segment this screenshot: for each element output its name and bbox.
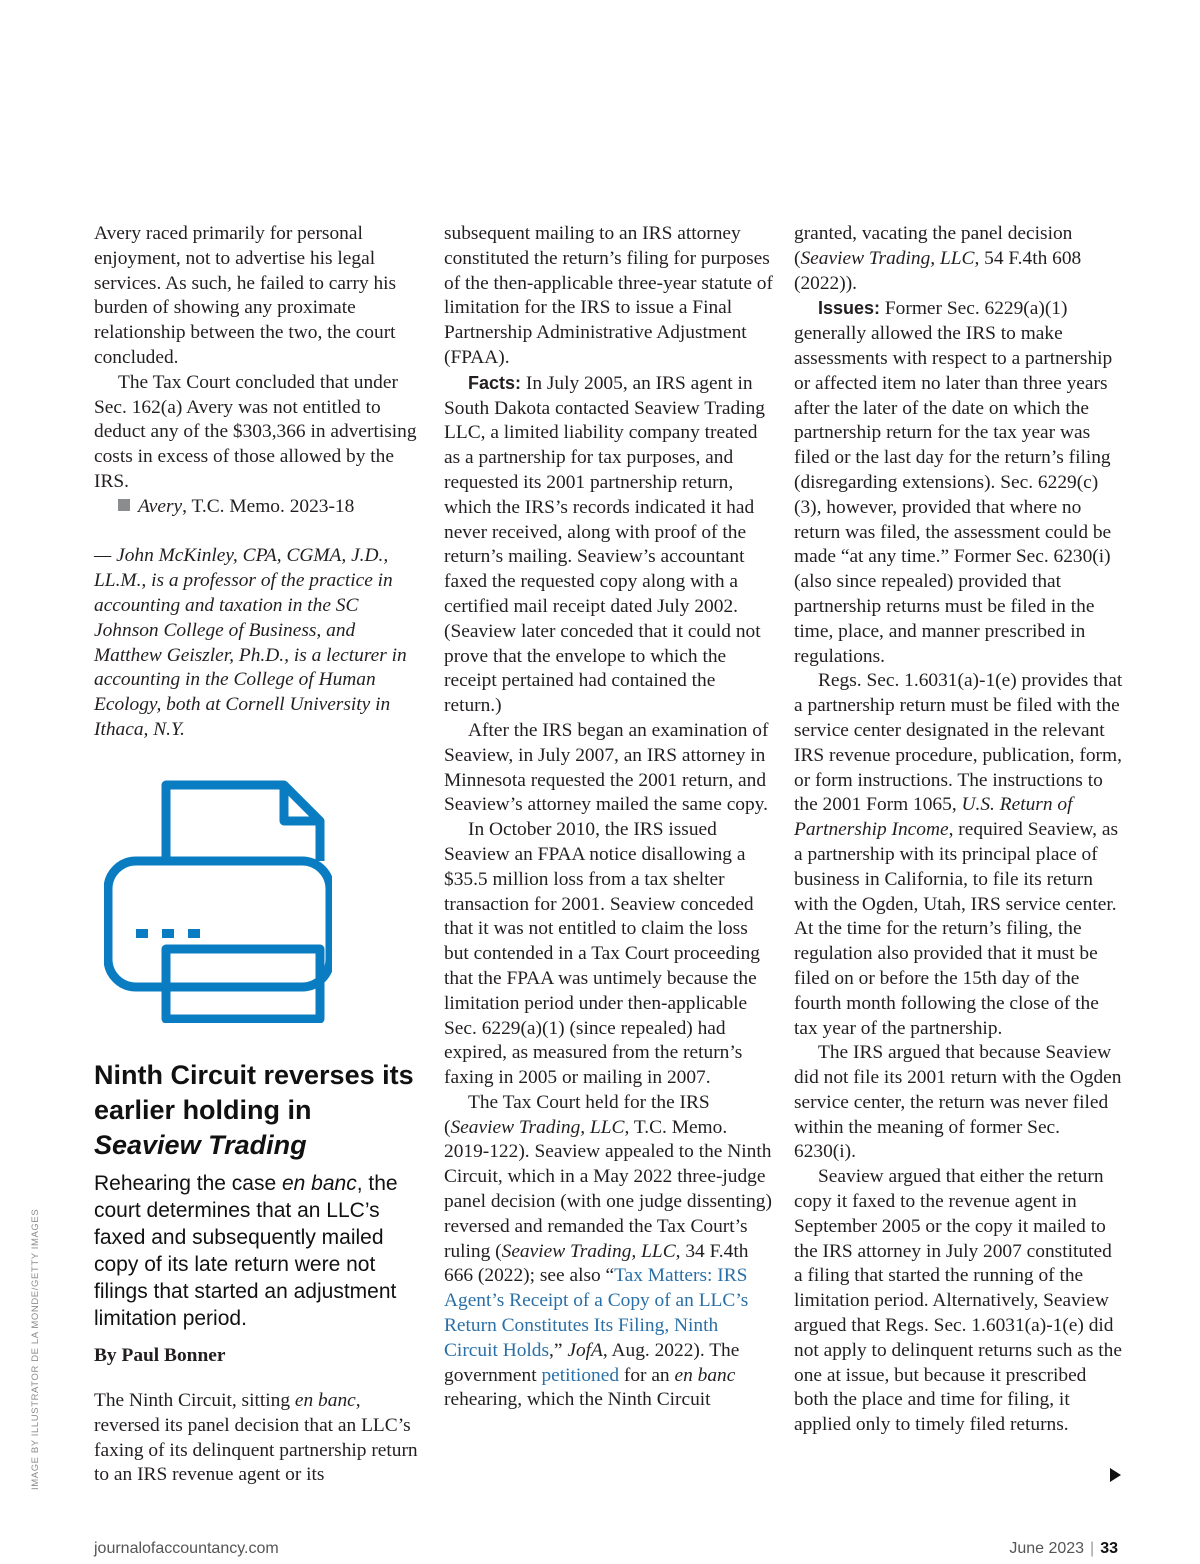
paragraph: Avery raced primarily for personal enjoyment, not to advertise his legal services. As such, he failed to carry his burden of showing any proximate relationship between the two, the court concluded. bbox=[94, 223, 397, 368]
column-1 bbox=[94, 222, 424, 743]
page-number: 33 bbox=[1100, 1540, 1118, 1557]
paragraph: The Ninth Circuit, sitting en banc, reversed its panel decision that an LLC’s faxing of its delinquent partnership return to an IRS revenue agent or its bbox=[94, 1390, 418, 1486]
facts-paragraph: Facts: In July 2005, an IRS agent in South Dakota contacted Seaview Trading LLC, a limited liability company treated as a partnership for tax purposes, and requested its 2001 partnership return, which the IRS’s records indicated it had never received, along with proof of the return’s mailing. Seaview’s accountant faxed the requested copy along with a certified mail receipt dated July 2002. (Seaview later conceded that it could not prove that the envelope to which the receipt pertained had contained the return.) bbox=[444, 372, 765, 717]
continue-arrow-icon bbox=[1110, 1468, 1121, 1482]
end-square-icon bbox=[118, 499, 130, 511]
paragraph: Seaview argued that either the return copy it faxed to the revenue agent in September 2005 or the copy it mailed to the IRS attorney in July 2007 constituted a filing that started the running of the limitation period. Alternatively, Seaview argued that Regs. Sec. 1.6031(a)-1(e) did not apply to delinquent returns such as the one at issue, but because it prescribed both the place and time for filing, it applied only to timely filed returns. bbox=[794, 1166, 1122, 1436]
author-bio: — John McKinley, CPA, CGMA, J.D., LL.M., is a professor of the practice in accounting and taxation in the SC Johnson College of Business, and Matthew Geiszler, Ph.D., is a lecturer in accounting in the College of Human Ecology, both at Cornell University in Ithaca, N.Y. bbox=[94, 545, 407, 740]
paragraph: The IRS argued that because Seaview did not file its 2001 return with the Ogden service center, the return was never filed within the meaning of former Sec. 6230(i). bbox=[794, 1042, 1122, 1163]
image-credit: IMAGE BY ILLUSTRATOR DE LA MONDE/GETTY IMAGES bbox=[30, 1208, 41, 1490]
issues-paragraph: Issues: Former Sec. 6229(a)(1) generally allowed the IRS to make assessments with respect to a partnership or affected item no later than three years after the later of the date on which the partnership return for the tax year was filed or the last day for the return’s filing (disregarding extensions). Sec. 6229(c)(3), however, provided that where no return was filed, the assessment could be made “at any time.” Former Sec. 6230(i) (also since repealed) provided that partnership returns must be filed in the time, place, and manner prescribed in regulations. bbox=[794, 298, 1113, 667]
petitioned-link[interactable]: petitioned bbox=[541, 1364, 620, 1386]
paragraph: subsequent mailing to an IRS attorney constituted the return’s filing for purposes of the then-applicable three-year statute of limitation for the IRS to issue a Final Partnership Administrative Adjustment (FPAA). bbox=[444, 223, 773, 368]
column-3 bbox=[794, 222, 1124, 1438]
paragraph: Regs. Sec. 1.6031(a)-1(e) provides that a partnership return must be filed with the service center designated in the relevant IRS revenue procedure, publication, form, or form instructions. The instructions to the 2001 Form 1065, U.S. Return of Partnership Income, required Seaview, as a partnership with its principal place of business in California, to file its return with the Ogden, Utah, IRS service center. At the time for the return’s filing, the regulation also provided that it must be filed on or before the 15th day of the fourth month following the close of the tax year of the partnership. bbox=[794, 670, 1123, 1039]
paragraph: The Tax Court concluded that under Sec. 162(a) Avery was not entitled to deduct any of the $303,366 in advertising costs in excess of those allowed by the IRS. bbox=[94, 371, 417, 492]
paragraph: In October 2010, the IRS issued Seaview an FPAA notice disallowing a $35.5 million loss from a tax shelter transaction for 2001. Seaview conceded that it was not entitled to claim the loss but contended in a Tax Court proceeding that the FPAA was untimely because the limitation period under then-applicable Sec. 6229(a)(1) (since repealed) had expired, as measured from the return’s faxing in 2005 or mailing in 2007. bbox=[444, 819, 760, 1089]
article-deck: Rehearing the case en banc, the court determines that an LLC’s faxed and subsequently mailed copy of its late return were not filings that started an adjustment limitation period. bbox=[94, 1172, 398, 1330]
byline: By Paul Bonner bbox=[94, 1345, 226, 1366]
article-headline: Ninth Circuit reverses its earlier holding in Seaview Trading bbox=[94, 1060, 414, 1160]
issue-date: June 2023 bbox=[1009, 1540, 1085, 1557]
paragraph: The Tax Court held for the IRS (Seaview Trading, LLC, T.C. Memo. 2019-122). Seaview appealed to the Ninth Circuit, which in a May 2022 three-judge panel decision (with one judge dissenting) reversed and remanded the Tax Court’s ruling (Seaview Trading, LLC, 34 F.4th 666 (2022); see also “Tax Matters: IRS Agent’s Receipt of a Copy of an LLC’s Return Constitutes Its Filing, Ninth Circuit Holds,” JofA, Aug. 2022). The government petitioned for an en banc rehearing, which the Ninth Circuit bbox=[444, 1091, 772, 1411]
column-2 bbox=[444, 222, 774, 1413]
case-citation: Avery, T.C. Memo. 2023-18 bbox=[94, 495, 424, 520]
footer-page-info: June 2023 | 33 bbox=[1009, 1540, 1118, 1557]
footer-site: journalofaccountancy.com bbox=[94, 1540, 279, 1557]
paragraph: granted, vacating the panel decision (Seaview Trading, LLC, 54 F.4th 608 (2022)). bbox=[794, 223, 1082, 294]
article-intro bbox=[94, 1389, 424, 1488]
tax-matters-link[interactable]: Tax Matters: IRS Agent’s Receipt of a Copy of an LLC’s Return Constitutes Its Filing, Ninth Circuit Holds bbox=[444, 1265, 749, 1361]
printer-illustration bbox=[104, 779, 332, 1023]
printer-body bbox=[108, 861, 330, 987]
paragraph: After the IRS began an examination of Seaview, in July 2007, an IRS attorney in Minnesota requested the 2001 return, and Seaview’s attorney mailed the same copy. bbox=[444, 719, 769, 816]
indicator-lights bbox=[136, 929, 200, 938]
